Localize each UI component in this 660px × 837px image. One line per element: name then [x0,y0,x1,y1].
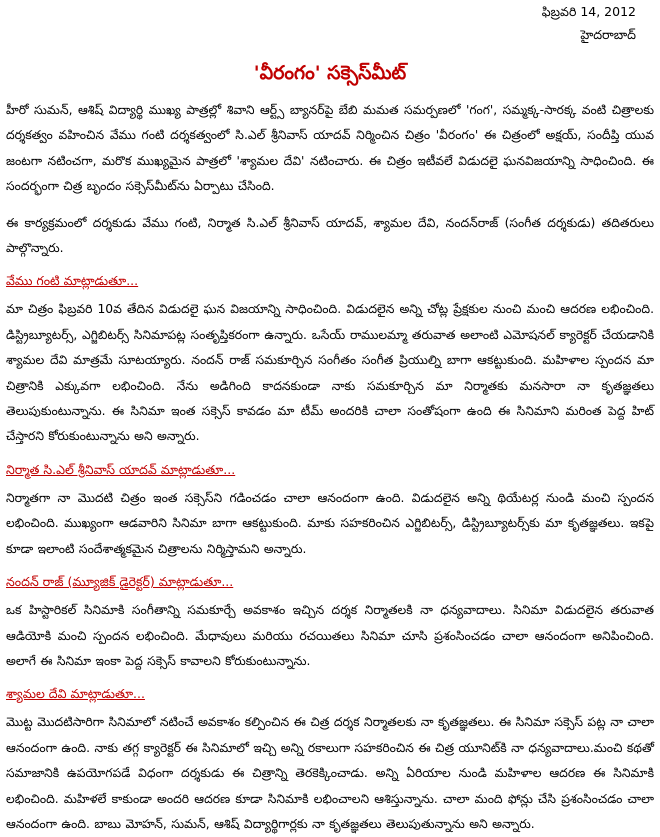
release-location: హైదరాబాద్ [580,27,636,42]
section-heading-music-director: నందన్ రాజ్ (మ్యూజిక్ డైరెక్టర్) మాట్లాడుతూ... [6,574,234,590]
attendees-paragraph: ఈ కార్యక్రమంలో దర్శకుడు వేము గంటి, నిర్మాత సి.ఎల్ శ్రీనివాస్ యాదవ్, శ్యామల దేవి, నందన్‌రాజ్ (సంగీత దర్శకుడు) తదితరులు పాల్గొన్నారు. [6,215,654,256]
article-body [6,98,654,837]
section-heading-director: వేము గంటి మాట్లాడుతూ... [6,273,139,289]
section-text-director: మా చిత్రం ఫిబ్రవరి 10వ తేదిన విడుదలై ఘన విజయాన్ని సాధించింది. విడుదలైన అన్ని చోట్ల ప్రేక్షకుల నుంచి మంచి ఆదరణ లభించింది. డిస్ట్రిబ్యూటర్స్, ఎగ్జిబిటర్స్ సినిమాపట్ల సంతృప్తికరంగా ఉన్నారు. ఒసేయ్ రాములమ్మా తరువాత అలాంటి ఎమోషనల్ క్యారెక్టర్ చేయడానికి శ్యామల దేవి మాత్రమే సూటయ్యారు. నందన్ రాజ్ సమకూర్చిన సంగీతం సంగీత ప్రియుల్ని బాగా ఆకట్టుకుంది. మహిళాల స్పందన మా చిత్రానికి ఎక్కువగా లభించింది. నేను అడిగింది కాదనకుండా నాకు సమకూర్చిన మా నిర్మాతకు మనసారా నా కృతజ్ఞతలు తెలుపుకుంటున్నాను. ఈ సినిమా ఇంత సక్సెస్ కావడం మా టీమ్ అందరికి చాలా సంతోషంగా ఉంది ఈ సినిమాని మరింత పెద్ద హిట్ చేస్తారని కోరుకుంటున్నాను అని అన్నారు. [6,302,654,444]
section-heading-producer: నిర్మాత సి.ఎల్ శ్రీనివాస్ యాదవ్ మాట్లాడుతూ... [6,461,236,477]
section-heading-actress: శ్యామల దేవి మాట్లాడుతూ... [6,686,145,702]
intro-paragraph: హీరో సుమన్, ఆశిష్ విద్యార్థి ముఖ్య పాత్రల్లో శివాని ఆర్ట్స్ బ్యానర్‌పై బేబి మమత సమర్పణలో 'గంగ', సమ్మక్క-సారక్క వంటి చిత్రాలకు దర్శకత్వం వహించిన వేము గంటి దర్శకత్వంలో సి.ఎల్ శ్రీనివాస్ యాదవ్ నిర్మించిన చిత్రం 'వీరంగం' ఈ చిత్రంలో అక్షయ్, సందీప్తి యువ జంటగా నటించగా, మరొక ముఖ్యమైన పాత్రలో 'శ్యామల దేవి' నటించారు. ఈ చిత్రం ఇటీవలే విడుదలై ఘనవిజయాన్ని సాధించింది. ఈ సందర్భంగా చిత్ర బృందం సక్సెస్‌మీట్‌ను ఏర్పాటు చేసింది. [6,103,654,194]
section-text-producer: నిర్మాతగా నా మొదటి చిత్రం ఇంత సక్సెస్‌ని గడించడం చాలా ఆనందంగా ఉంది. విడుదలైన అన్ని థియేటర్ల నుండి మంచి స్పందన లభించింది. ముఖ్యంగా ఆడవారిని సినిమా బాగా ఆకట్టుకుంది. మాకు సహకరించిన ఎగ్జిబిటర్స్, డిస్ట్రిబ్యూటర్స్‌కు మా కృతజ్ఞతలు. ఇకపై కూడా ఇలాంటి సందేశాత్మకమైన చిత్రాలను నిర్మిస్తామని అన్నారు. [6,490,654,556]
release-date: ఫిబ్రవరి 14, 2012 [541,4,636,19]
section-text-music-director: ఒక హిస్టారికల్ సినిమాకి సంగీతాన్ని సమకూర్చే అవకాశం ఇచ్చిన దర్శక నిర్మాతలకి నా ధన్యవాదాలు. సినిమా విడుదలైన తరువాత ఆడియోకి మంచి స్పందన లభించింది. మేధావులు మరియు రచయితలు సినిమా చూసి ప్రశంసించడం చాలా ఆనందంగా అనిపించింది. అలాగే ఈ సినిమా ఇంకా పెద్ద సక్సెస్ కావాలని కోరుకుంటున్నాను. [6,603,654,668]
page-title: 'వీరంగం' సక్సెస్‌మీట్ [253,62,407,84]
section-text-actress: మొట్ట మొదటిసారిగా సినిమాలో నటించే అవకాశం కల్పించిన ఈ చిత్ర దర్శక నిర్మాతలకు నా కృతజ్ఞతలు. ఈ సినిమా సక్సెస్ పట్ల నా చాలా ఆనందంగా ఉంది. నాకు తగ్గ క్యారెక్టర్ ఈ సినిమాలో ఇచ్చి అన్ని రకాలుగా సహకరించిన ఈ చిత్ర యూనిట్‌కి నా ధన్యవాదాలు.మంచి కథతో సమాజానికి ఉపయోగపడే విధంగా దర్శకుడు ఈ చిత్రాన్ని తెరకెక్కించాడు. అన్ని ఏరియాల నుండి మహిళాల ఆదరణ ఈ సినిమాకి లభించింది. మహిళలే కాకుండా అందరి ఆదరణ కూడా సినిమాకి లభించాలని ఆశిస్తున్నాను. చాలా మంది ఫోన్లు చేసి ప్రశంసించడం చాలా ఆనందంగా ఉంది. బాబు మోహన్, సుమన్, ఆశిష్ విద్యార్థిగార్లకు నా కృతజ్ఞతలు తెలుపుతున్నాను అని అన్నారు. [6,715,654,831]
